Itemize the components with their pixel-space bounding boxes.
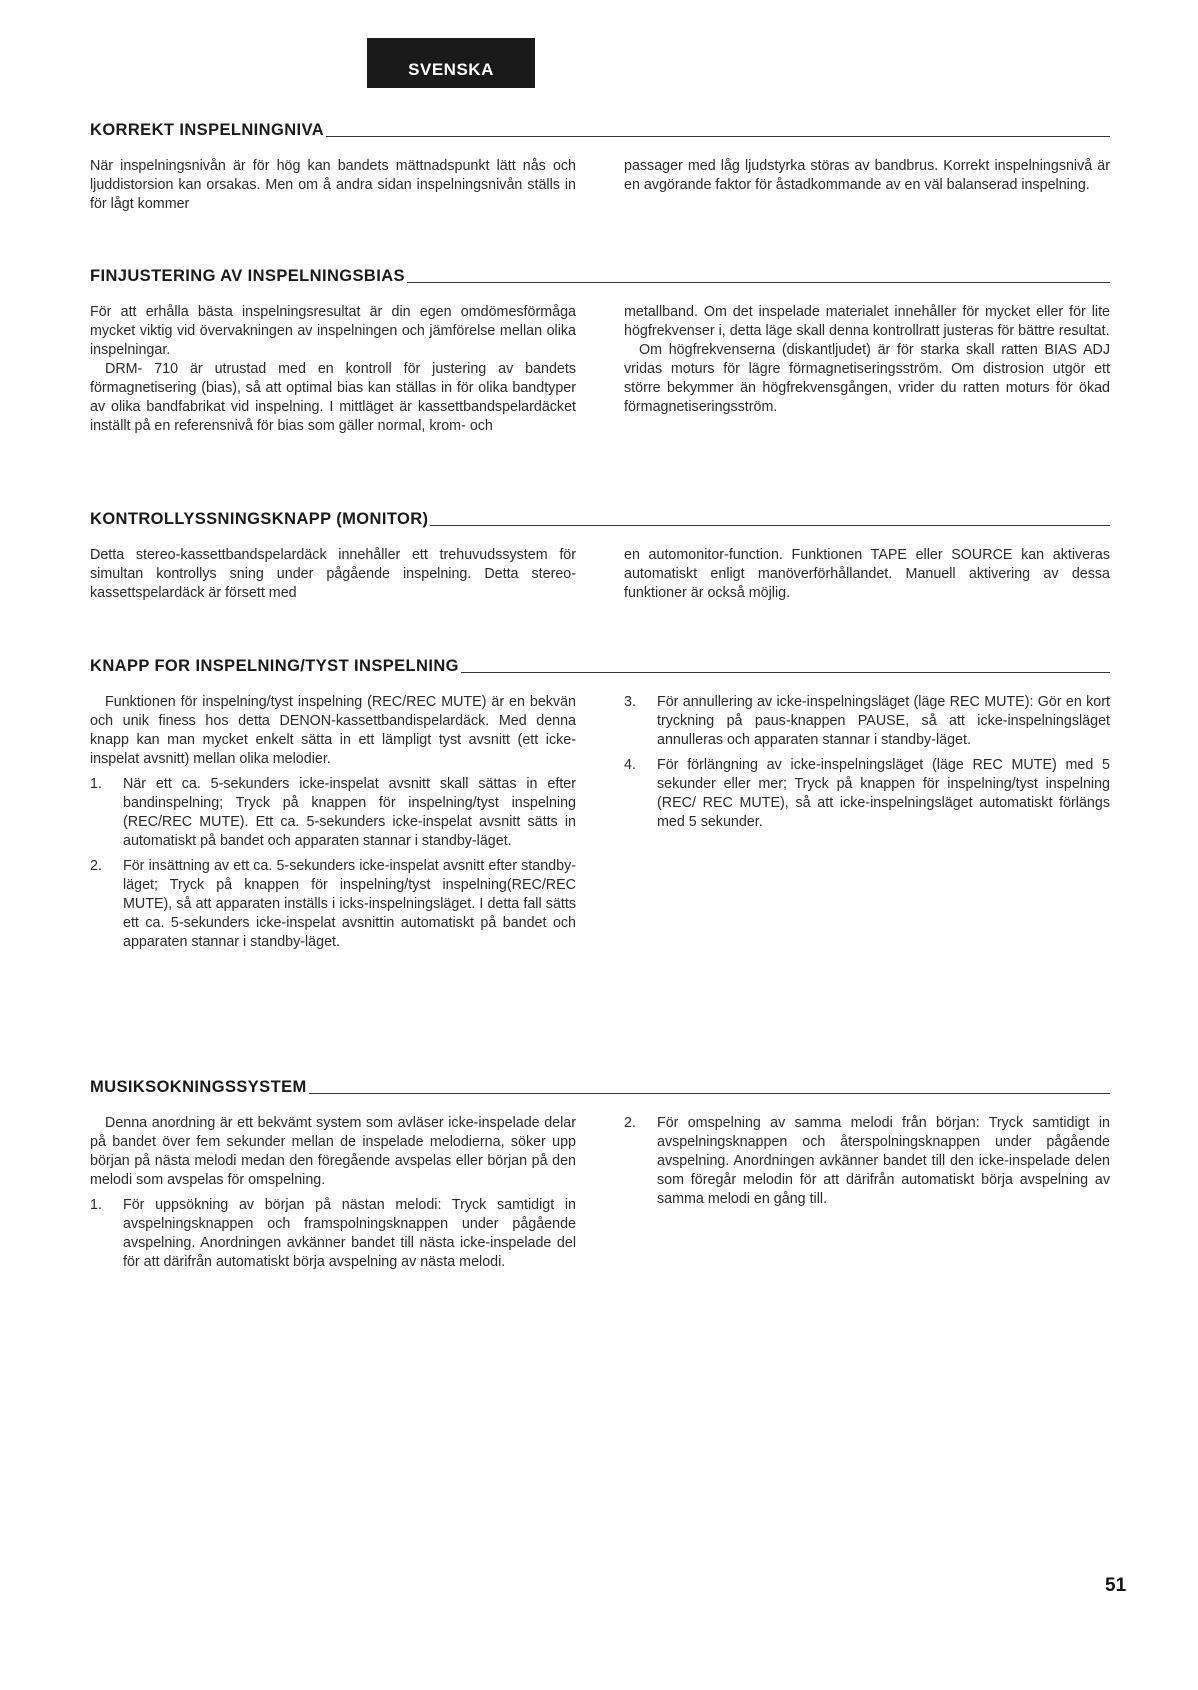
paragraph: Funktionen för inspelning/tyst inspelning (REC/REC MUTE) är en bekvän och unik finess hos detta DENON-kassettbandispelardäck. Med denna knapp kan man mycket enkelt sätta in ett lämpligt tyst avsnitt (ett icke-inspelat avsnitt) mellan olika melodier. xyxy=(90,694,576,767)
list-item xyxy=(624,1114,1110,1209)
section-title: KNAPP FOR INSPELNING/TYST INSPELNING xyxy=(90,657,459,675)
item-number: 1. xyxy=(90,1197,102,1213)
list-item xyxy=(90,775,576,851)
column-right xyxy=(624,1114,1110,1278)
section-bias-adjustment xyxy=(90,263,1110,436)
numbered-list xyxy=(90,775,576,952)
title-rule xyxy=(461,672,1110,673)
item-text: För uppsökning av början på nästan melodi: Tryck samtidigt in avspelningsknappen och framspolningsknappen under pågående avspelning. Anordningen avkänner bandet till nästa icke-inspelade del för att därifrån automatiskt börja avspelning av nästa melodi. xyxy=(123,1197,576,1270)
item-number: 3. xyxy=(624,694,636,710)
column-left xyxy=(90,157,576,214)
numbered-list xyxy=(90,1196,576,1272)
paragraph: Om högfrekvenserna (diskantljudet) är för starka skall ratten BIAS ADJ vridas moturs för lägre förmagnetiseringsström. Om distrosion utgör ett större bekymmer än högfrekvensgången, vrider du ratten moturs för ökad förmagnetiseringsström. xyxy=(624,342,1110,415)
section-rec-mute xyxy=(90,653,1110,958)
column-right xyxy=(624,303,1110,436)
title-rule xyxy=(407,282,1110,283)
column-right xyxy=(624,546,1110,603)
paragraph: När inspelningsnivån är för hög kan bandets mättnadspunkt lätt nås och ljuddistorsion kan orsakas. Men om å andra sidan inspelningsnivån ställs in för lågt kommer xyxy=(90,158,576,212)
section-title: KONTROLLYSSNINGSKNAPP (MONITOR) xyxy=(90,510,429,528)
paragraph: Denna anordning är ett bekvämt system som avläser icke-inspelade delar på bandet över fem sekunder mellan de inspelade melodierna, söker upp början på nästa melodi medan den föregående avspelas eller början på den melodi som avspelas för omspelning. xyxy=(90,1115,576,1188)
title-rule xyxy=(430,525,1110,526)
list-item xyxy=(90,1196,576,1272)
column-left xyxy=(90,546,576,603)
paragraph: För att erhålla bästa inspelningsresultat är din egen omdömesförmåga mycket viktig vid övervakningen av inspelningen och jämförelse mellan olika inspelningar. xyxy=(90,304,576,358)
list-item xyxy=(624,693,1110,750)
section-monitor xyxy=(90,506,1110,603)
item-text: För omspelning av samma melodi från början: Tryck samtidigt in avspelningsknappen och återspolningsknappen under pågående avspelning. Anordningen avkänner bandet till den icke-inspelade delen som föregår melodin för att därifrån automatiskt börja avspelning av samma melodi en gång till. xyxy=(657,1115,1110,1207)
language-tab xyxy=(367,38,535,88)
section-music-search xyxy=(90,1074,1110,1278)
column-right xyxy=(624,157,1110,214)
item-number: 4. xyxy=(624,757,636,773)
section-title: FINJUSTERING AV INSPELNINGSBIAS xyxy=(90,267,405,285)
paragraph: DRM- 710 är utrustad med en kontroll för justering av bandets förmagnetisering (bias), så att optimal bias kan ställas in för olika bandtyper av olika bandfabrikat vid inspelning. I mittläget är kassettbandspelardäcket inställt på en referensnivå för bias som gäller normal, krom- och xyxy=(90,361,576,434)
paragraph: en automonitor-function. Funktionen TAPE eller SOURCE kan aktiveras automatiskt enligt manöverförhållandet. Manuell aktivering av dessa funktioner är också möjlig. xyxy=(624,547,1110,601)
numbered-list xyxy=(624,693,1110,832)
title-rule xyxy=(326,136,1110,137)
column-right xyxy=(624,693,1110,958)
paragraph: metallband. Om det inspelade materialet innehåller för mycket eller för lite högfrekvenser i, detta läge skall denna kontrollratt justeras för bättre resultat. xyxy=(624,304,1110,339)
numbered-list xyxy=(624,1114,1110,1209)
language-tab-label: SVENSKA xyxy=(408,60,494,79)
item-text: För förlängning av icke-inspelningsläget (läge REC MUTE) med 5 sekunder eller mer; Tryck på knappen för inspelning/tyst inspelning (REC/ REC MUTE), så att icke-inspelningsläget automatiskt förlängs med 5 sekunder. xyxy=(657,757,1110,830)
item-text: För annullering av icke-inspelningsläget (läge REC MUTE): Gör en kort tryckning på paus-knappen PAUSE, så att icke-inspelningsläget annulleras och apparaten stannar i standby-läget. xyxy=(657,694,1110,748)
title-rule xyxy=(309,1093,1110,1094)
paragraph: Detta stereo-kassettbandspelardäck innehåller ett trehuvudssystem för simultan kontrollys sning under pågående inspelning. Detta stereo-kassettspelardäck är försett med xyxy=(90,547,576,601)
list-item xyxy=(624,756,1110,832)
paragraph: passager med låg ljudstyrka störas av bandbrus. Korrekt inspelningsnivå är en avgörande faktor för åstadkommande av en väl balanserad inspelning. xyxy=(624,158,1110,193)
section-recording-level xyxy=(90,117,1110,214)
item-number: 2. xyxy=(624,1115,636,1131)
page-number: 51 xyxy=(1105,1575,1127,1596)
column-left xyxy=(90,693,576,958)
section-title: KORREKT INSPELNINGNIVA xyxy=(90,121,325,139)
column-left xyxy=(90,303,576,436)
list-item xyxy=(90,857,576,952)
column-left xyxy=(90,1114,576,1278)
item-number: 1. xyxy=(90,776,102,792)
section-title: MUSIKSOKNINGSSYSTEM xyxy=(90,1078,307,1096)
item-text: När ett ca. 5-sekunders icke-inspelat avsnitt skall sättas in efter bandinspelning; Tryck på knappen för inspelning/tyst inspelning (REC/REC MUTE). Ett ca. 5-sekunders icke-inspelat avsnitt sätts in automatiskt på bandet och apparaten stannar i standby-läget. xyxy=(123,776,576,849)
item-text: För insättning av ett ca. 5-sekunders icke-inspelat avsnitt efter standby-läget; Tryck på knappen för inspelning/tyst inspelning(REC/REC MUTE), så att apparaten inställs i icks-inspelningsläget. I detta fall sätts ett ca. 5-sekunders icke-inspelat avsnittin automatiskt på bandet och apparaten stannar i standby-läget. xyxy=(123,858,576,950)
item-number: 2. xyxy=(90,858,102,874)
